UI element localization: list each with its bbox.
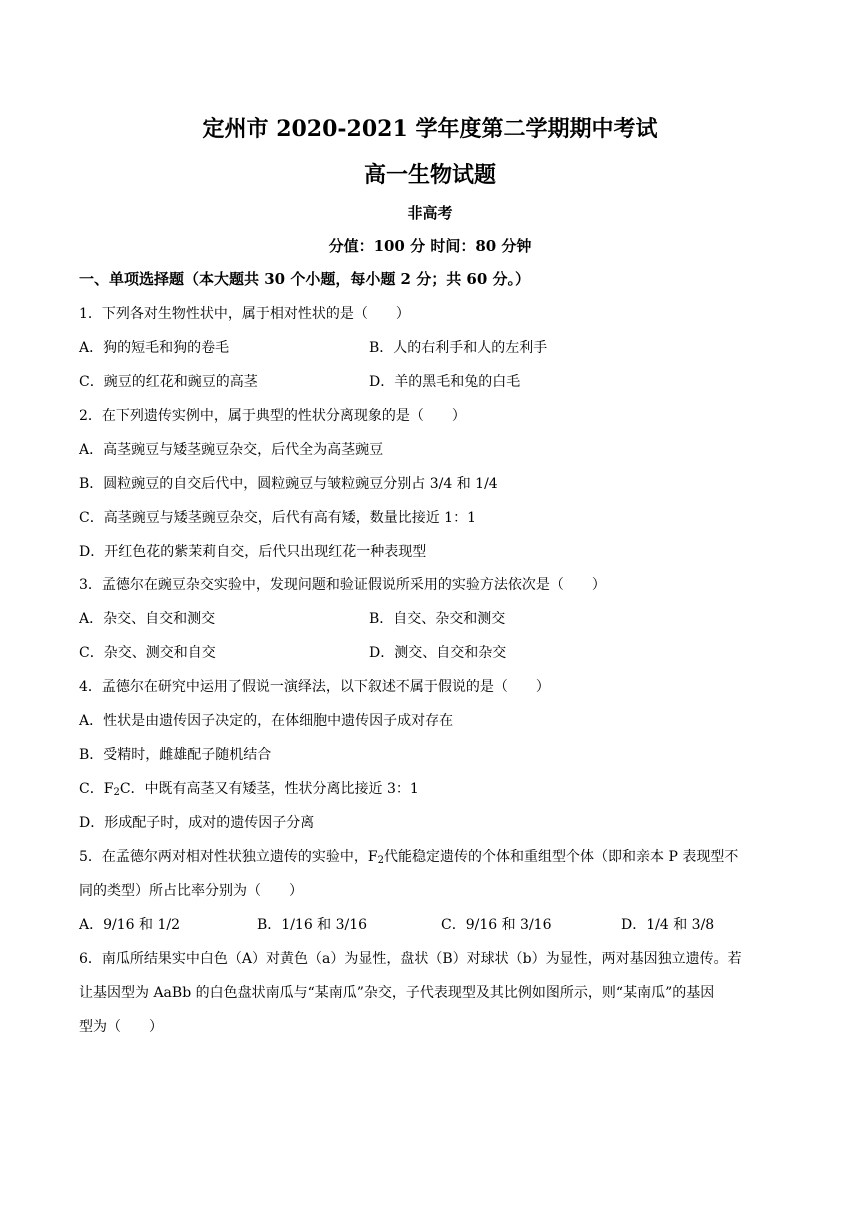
option-c-text: C．中既有高茎又有矮茎，性状分离比接近 3：1 <box>119 781 419 797</box>
question-5-option-a: A．9/16 和 1/2 <box>79 917 180 933</box>
exam-title: 定州市 2020-2021 学年度第二学期期中考试 <box>202 116 658 142</box>
question-2-option-d: D．开红色花的紫茉莉自交，后代只出现红花一种表现型 <box>79 544 427 560</box>
question-4-option-a: A．性状是由遗传因子决定的，在体细胞中遗传因子成对存在 <box>79 713 454 729</box>
question-4-option-c <box>79 778 419 798</box>
question-2-stem: 2．在下列遗传实例中，属于典型的性状分离现象的是（ ） <box>79 408 466 424</box>
question-1-option-c: C．豌豆的红花和豌豆的高茎 <box>79 374 258 390</box>
question-6-stem-line-1: 6．南瓜所结果实中白色（A）对黄色（a）为显性，盘状（B）对球状（b）为显性，两对基因独立遗传。若 <box>79 951 742 967</box>
question-5-stem <box>79 846 738 866</box>
question-4-option-d: D．形成配子时，成对的遗传因子分离 <box>79 815 315 831</box>
question-5-option-b: B．1/16 和 3/16 <box>257 917 368 933</box>
stem-part-1: 5．在孟德尔两对相对性状独立遗传的实验中，F <box>79 849 378 865</box>
option-c-prefix: C．F <box>79 781 114 797</box>
question-1-option-b: B．人的右利手和人的左利手 <box>369 340 548 356</box>
question-2-option-c: C．高茎豌豆与矮茎豌豆杂交，后代有高有矮，数量比接近 1：1 <box>79 510 476 526</box>
question-6-stem-line-2: 让基因型为 AaBb 的白色盘状南瓜与“某南瓜”杂交，子代表现型及其比例如图所示，则“某南瓜”的基因 <box>79 985 715 1001</box>
question-3-option-c: C．杂交、测交和自交 <box>79 645 216 661</box>
question-4-stem: 4．孟德尔在研究中运用了假说一演绎法，以下叙述不属于假说的是（ ） <box>79 679 550 695</box>
question-2-option-a: A．高茎豌豆与矮茎豌豆杂交，后代全为高茎豌豆 <box>79 442 384 458</box>
question-3-option-a: A．杂交、自交和测交 <box>79 611 216 627</box>
question-1-stem: 1．下列各对生物性状中，属于相对性状的是（ ） <box>79 306 410 322</box>
question-1-option-a: A．狗的短毛和狗的卷毛 <box>79 340 230 356</box>
exam-tag: 非高考 <box>407 204 453 222</box>
subscript: 2 <box>113 787 120 798</box>
question-1-option-d: D．羊的黑毛和兔的白毛 <box>369 374 521 390</box>
question-5-stem-line-2: 同的类型）所占比率分别为（ ） <box>79 883 303 899</box>
question-3-option-d: D．测交、自交和杂交 <box>369 645 507 661</box>
question-2-option-b: B．圆粒豌豆的自交后代中，圆粒豌豆与皱粒豌豆分别占 3/4 和 1/4 <box>79 476 498 492</box>
subscript: 2 <box>377 855 384 866</box>
section-title: 一、单项选择题（本大题共 30 个小题，每小题 2 分；共 60 分。） <box>79 270 531 288</box>
exam-subtitle: 高一生物试题 <box>363 162 496 188</box>
question-3-stem: 3．孟德尔在豌豆杂交实验中，发现问题和验证假说所采用的实验方法依次是（ ） <box>79 577 606 593</box>
stem-part-2: 代能稳定遗传的个体和重组型个体（即和亲本 P 表现型不 <box>384 849 739 865</box>
question-5-option-c: C．9/16 和 3/16 <box>441 917 552 933</box>
exam-meta: 分值：100 分 时间：80 分钟 <box>328 237 532 255</box>
question-5-option-d: D．1/4 和 3/8 <box>621 917 715 933</box>
question-3-option-b: B．自交、杂交和测交 <box>369 611 506 627</box>
question-4-option-b: B．受精时，雌雄配子随机结合 <box>79 747 272 763</box>
question-6-stem-line-3: 型为（ ） <box>79 1019 163 1035</box>
